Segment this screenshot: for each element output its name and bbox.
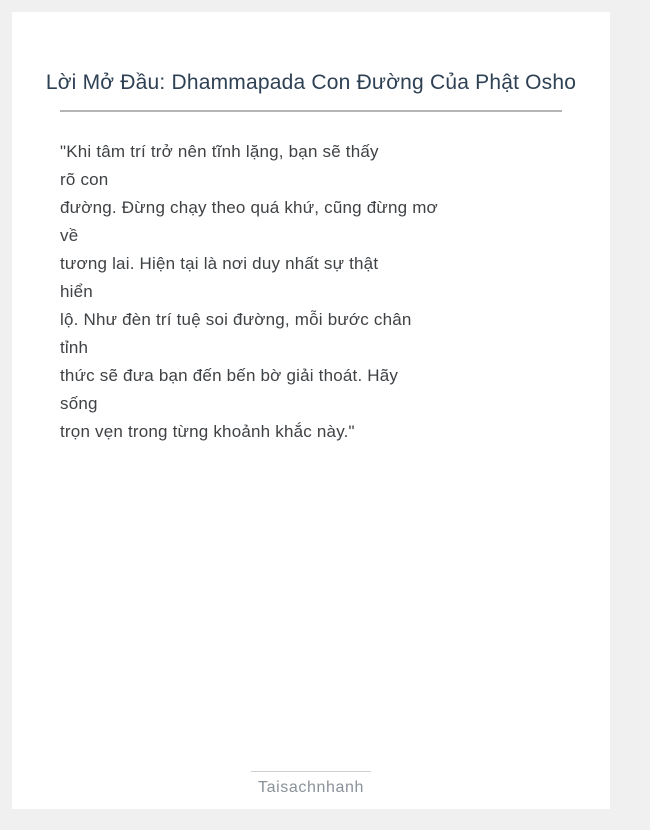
page-title: Lời Mở Đầu: Dhammapada Con Đường Của Phật Osho (45, 71, 577, 94)
quote-line: tỉnh (60, 338, 89, 357)
quote-line: tương lai. Hiện tại là nơi duy nhất sự thật (60, 254, 379, 273)
quote-line: lộ. Như đèn trí tuệ soi đường, mỗi bước chân (60, 310, 412, 329)
quote-line: thức sẽ đưa bạn đến bến bờ giải thoát. Hãy (60, 366, 399, 385)
document-page-card (12, 12, 610, 809)
quote-line: hiển (60, 282, 93, 301)
title-divider (60, 110, 562, 112)
quote-line: về (60, 226, 79, 245)
page-footer (12, 771, 610, 797)
footer-brand-text: Taisachnhanh (258, 779, 364, 796)
quote-line: rõ con (60, 170, 109, 189)
quote-line: "Khi tâm trí trở nên tĩnh lặng, bạn sẽ thấy (60, 142, 379, 161)
quote-block (60, 138, 562, 446)
quote-line: đường. Đừng chạy theo quá khứ, cũng đừng mơ (60, 198, 438, 217)
quote-line: trọn vẹn trong từng khoảnh khắc này." (60, 422, 355, 441)
quote-line: sống (60, 394, 98, 413)
footer-divider (251, 771, 371, 772)
